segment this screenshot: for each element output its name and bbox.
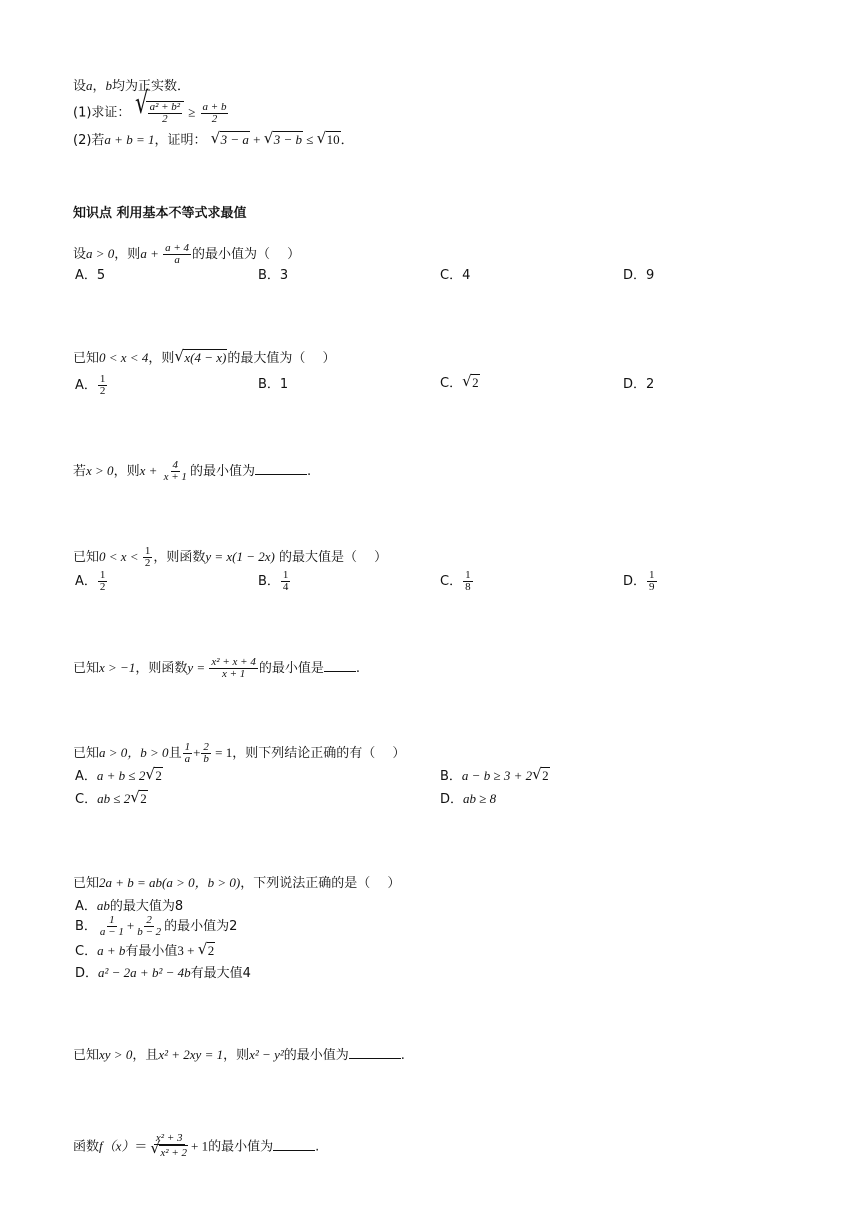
q6-stem: 已知a > 0，b > 0且 $\frac{1}{a}$ + $\frac{2}{b}$ = 1，则下列结论正确的有（ ） <box>73 741 406 765</box>
part1-label: (1)求证： <box>73 105 131 121</box>
q4-text-b: ，则函数 <box>153 550 206 565</box>
period: ． <box>340 133 354 148</box>
q5-stem: 已知x > −1，则函数y = $\frac{\text{x² + x + 4}}{x + 1}$ 的最小值是 . <box>73 656 360 680</box>
q3-fraction: $\frac{4}{x + 1}$ <box>163 459 187 483</box>
q7-stem <box>73 874 400 893</box>
q9-fraction: x² + 3 √ x² + 2 <box>148 1133 190 1161</box>
q7-option-d[interactable]: D．a² − 2a + b² − 4b有最大值4 <box>75 965 251 981</box>
q2-sqrt: √ x(4 − x) <box>175 349 227 368</box>
intro-line-3: (2)若a + b = 1，证明： √ 3 − a + √ 3 − b ≤ √ 10． <box>73 131 354 150</box>
q1-condition: a > 0 <box>86 246 115 261</box>
sqrt-3-minus-b: √ 3 − b <box>265 131 303 150</box>
intro-comma: ， <box>92 79 106 94</box>
part2-label: (2)若 <box>73 133 105 148</box>
q4-function: y = x(1 − 2x) <box>205 549 275 564</box>
q2-text: 已知 <box>73 351 100 366</box>
q7-text-c: ，下列说法正确的是（ ） <box>240 876 401 891</box>
q8-text-d: 的最小值为 <box>283 1048 349 1063</box>
q7-option-c[interactable]: C．a + b有最小值3 + √ 2 <box>75 942 215 961</box>
q5-text-b: ，则函数 <box>135 661 188 676</box>
q7-option-b[interactable]: B． $\frac{1}{a - 1}$ + $\frac{2}{b - 2}$ 的最小值为2 <box>75 914 238 938</box>
q9-text-c: 的最小值为 <box>208 1139 274 1155</box>
q4-text-c: 的最大值是（ ） <box>274 550 388 565</box>
q1-text-b: ，则 <box>114 247 141 262</box>
q4-option-d[interactable]: D． $\frac{1}{9}$ <box>623 569 655 593</box>
q9-function: f（x） <box>99 1138 135 1154</box>
var-a: a <box>86 78 93 93</box>
q8-stem <box>73 1046 405 1065</box>
q9-answer-blank[interactable] <box>273 1138 315 1151</box>
q8-condition: xy > 0 <box>99 1047 133 1062</box>
q7-text: 已知 <box>73 876 100 891</box>
q1-option-d[interactable]: D．9 <box>623 268 655 283</box>
intro-text: 设 <box>73 79 87 94</box>
q1-option-b[interactable]: B．3 <box>258 268 289 283</box>
q6-text: 已知 <box>73 746 100 761</box>
q2-option-c[interactable]: C．√ 2 <box>440 374 480 393</box>
q5-fraction: $\frac{\text{x² + x + 4}}{x + 1}$ <box>211 656 256 680</box>
q9-text: 函数 <box>73 1139 100 1155</box>
q1-text-c: 的最小值为（ ） <box>192 247 301 262</box>
q3-text-c: 的最小值为 <box>189 464 255 479</box>
q5-condition: x > −1 <box>99 660 136 675</box>
q8-text-c: ，则 <box>223 1048 250 1063</box>
q6-option-a[interactable]: A．a + b ≤ 2√ 2 <box>75 767 163 786</box>
q3-stem: 若x > 0，则x + $\frac{4}{x + 1}$ 的最小值为 . <box>73 459 312 483</box>
q8-end: . <box>400 1048 405 1063</box>
q6-option-b[interactable]: B．a − b ≥ 3 + 2√ 2 <box>440 767 550 786</box>
q6-option-c[interactable]: C．ab ≤ 2√ 2 <box>75 790 148 809</box>
intro-text-2: 均为正实数． <box>112 79 191 94</box>
condition: a + b = 1 <box>104 132 155 147</box>
q9-plus-one: + 1 <box>191 1138 209 1154</box>
intro-line-1 <box>73 77 190 96</box>
q7-option-a[interactable]: A．ab的最大值为8 <box>75 898 184 914</box>
q9-equals: ＝ <box>134 1138 148 1154</box>
q2-text-c: 的最大值为（ ） <box>227 351 336 366</box>
q6-condition: a > 0，b > 0 <box>99 745 169 760</box>
q8-text: 已知 <box>73 1048 100 1063</box>
q1-option-c[interactable]: C．4 <box>440 268 471 283</box>
q3-text-b: ，则 <box>113 464 140 479</box>
q5-text: 已知 <box>73 661 100 676</box>
q9-stem <box>73 1133 319 1161</box>
q6-text-b: 且 <box>168 746 182 761</box>
q4-option-c[interactable]: C． $\frac{1}{8}$ <box>440 569 471 593</box>
q2-option-a[interactable]: A． $\frac{1}{2}$ <box>75 373 106 397</box>
q4-option-b[interactable]: B． $\frac{1}{4}$ <box>258 569 289 593</box>
q1-fraction: $\frac{a + 4}{a}$ <box>165 242 190 266</box>
q6-text-c: ，则下列结论正确的有（ ） <box>232 746 406 761</box>
sqrt-10: √ 10 <box>318 131 341 150</box>
fraction-a-plus-b: $\frac{a + b}{2}$ <box>202 100 227 125</box>
section-title: 知识点 利用基本不等式求最值 <box>73 206 247 221</box>
q8-answer-blank[interactable] <box>349 1046 401 1059</box>
q2-condition: 0 < x < 4 <box>99 350 149 365</box>
q8-text-b: ，且 <box>132 1048 159 1063</box>
q4-half: $\frac{1}{2}$ <box>144 545 151 569</box>
q3-text: 若 <box>73 464 87 479</box>
q3-condition: x > 0 <box>86 463 114 478</box>
q5-text-c: 的最小值是 <box>258 661 324 676</box>
q8-condition-2: x² + 2xy = 1 <box>158 1047 224 1062</box>
q1-option-a[interactable]: A．5 <box>75 268 106 283</box>
intro-line-2: (1)求证： √ $\frac{\text{a² + b²}}{2}$ ≥ $\frac{a + b}{2}$ <box>73 101 229 125</box>
q2-option-d[interactable]: D．2 <box>623 377 655 392</box>
q2-option-b[interactable]: B．1 <box>258 377 289 392</box>
q9-end: . <box>315 1139 320 1155</box>
q2-stem <box>73 349 335 368</box>
q4-option-a[interactable]: A． $\frac{1}{2}$ <box>75 569 106 593</box>
q3-end: . <box>306 464 312 479</box>
q6-option-d[interactable]: D．ab ≥ 8 <box>440 791 497 807</box>
sqrt-expression: √ $\frac{\text{a² + b²}}{2}$ <box>136 101 185 125</box>
q5-end: . <box>355 661 360 676</box>
q1-text: 设 <box>73 247 87 262</box>
sqrt-3-minus-a: √ 3 − a <box>212 131 250 150</box>
q4-stem: 已知0 < x < $\frac{1}{2}$ ，则函数y = x(1 − 2x) 的最大值是（ ） <box>73 545 388 569</box>
q2-text-b: ，则 <box>148 351 175 366</box>
q1-stem: 设a > 0，则a + $\frac{a + 4}{a}$ 的最小值为（ ） <box>73 242 301 266</box>
proof-label: ，证明： <box>154 133 207 148</box>
q7-condition: 2a + b = ab(a > 0，b > 0) <box>99 875 241 890</box>
q4-text: 已知 <box>73 550 100 565</box>
q8-expression: x² − y² <box>249 1047 284 1062</box>
var-b: b <box>105 78 113 93</box>
q3-answer-blank[interactable] <box>255 462 307 475</box>
q5-answer-blank[interactable] <box>324 659 356 672</box>
